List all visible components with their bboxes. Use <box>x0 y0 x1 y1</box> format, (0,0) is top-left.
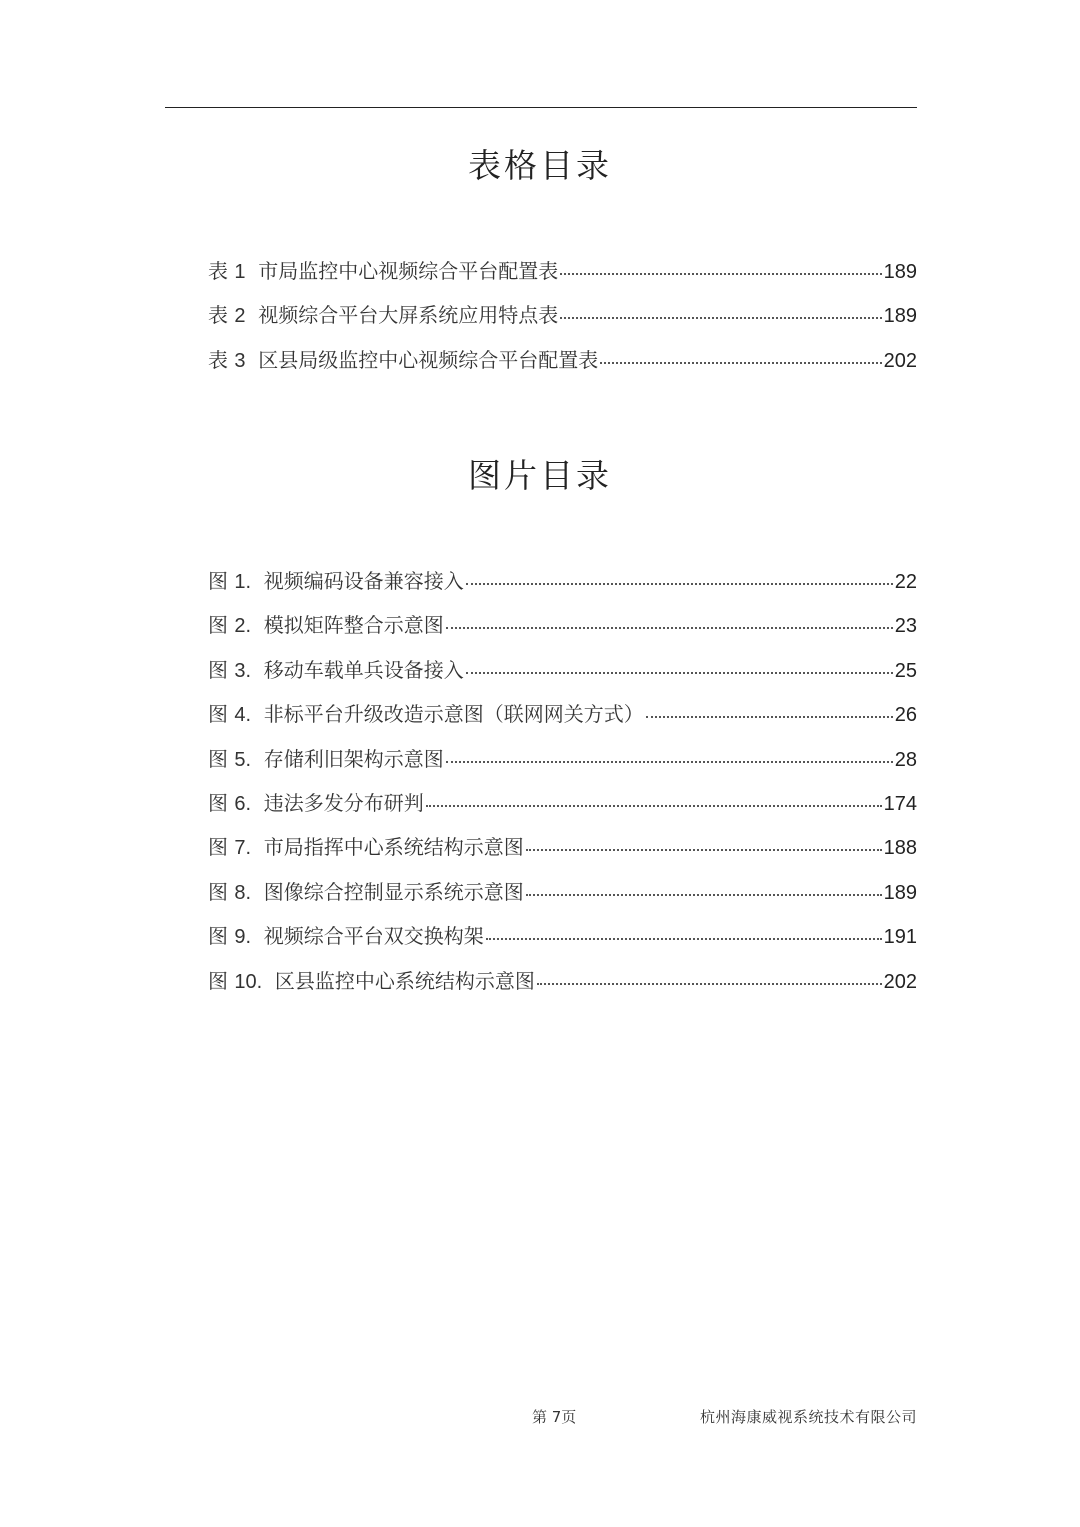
figures-toc-list <box>208 565 917 1009</box>
dot-leader <box>526 849 882 851</box>
toc-entry-page: 23 <box>894 615 917 638</box>
toc-entry[interactable] <box>208 876 917 920</box>
toc-entry[interactable] <box>208 698 917 742</box>
header-rule <box>165 107 917 108</box>
dot-leader <box>466 583 893 585</box>
footer-company-name: 杭州海康威视系统技术有限公司 <box>699 1408 917 1426</box>
toc-entry-label: 图 5. 存储利旧架构示意图 <box>208 746 444 771</box>
tables-toc-list <box>208 255 917 388</box>
toc-entry-label: 图 4. 非标平台升级改造示意图（联网网关方式） <box>208 702 644 727</box>
toc-entry-page: 28 <box>894 748 917 771</box>
toc-entry-label: 图 1. 视频编码设备兼容接入 <box>208 569 464 593</box>
tables-toc-title: 表格目录 <box>468 146 612 185</box>
dot-leader <box>526 894 882 896</box>
dot-leader <box>426 805 882 807</box>
toc-entry-label: 表 1 市局监控中心视频综合平台配置表 <box>208 259 559 283</box>
toc-entry[interactable] <box>208 787 917 831</box>
dot-leader <box>446 761 893 763</box>
toc-entry[interactable] <box>208 565 917 609</box>
figures-toc-title: 图片目录 <box>468 456 612 495</box>
toc-entry-page: 174 <box>883 792 917 815</box>
toc-entry-label: 图 7. 市局指挥中心系统结构示意图 <box>208 835 524 860</box>
toc-entry-page: 189 <box>883 305 917 328</box>
dot-leader <box>600 362 881 364</box>
toc-entry-page: 188 <box>883 837 917 860</box>
toc-entry-label: 图 8. 图像综合控制显示系统示意图 <box>208 879 524 904</box>
dot-leader <box>646 716 893 718</box>
toc-entry[interactable] <box>208 255 917 299</box>
toc-entry-page: 191 <box>883 926 917 949</box>
toc-entry[interactable] <box>208 920 917 964</box>
toc-entry-page: 202 <box>883 349 917 372</box>
dot-leader <box>560 317 881 319</box>
toc-entry-page: 26 <box>894 704 917 727</box>
dot-leader <box>560 273 881 275</box>
toc-entry[interactable] <box>208 609 917 653</box>
dot-leader <box>446 627 893 629</box>
toc-entry[interactable] <box>208 654 917 698</box>
toc-entry[interactable] <box>208 831 917 875</box>
toc-entry-page: 189 <box>883 261 917 283</box>
toc-entry-label: 图 6. 违法多发分布研判 <box>208 790 424 815</box>
dot-leader <box>486 938 882 940</box>
toc-entry[interactable] <box>208 965 917 1009</box>
dot-leader <box>466 672 893 674</box>
toc-entry-label: 图 3. 移动车载单兵设备接入 <box>208 657 464 682</box>
toc-entry-label: 表 2 视频综合平台大屏系统应用特点表 <box>208 303 559 328</box>
toc-entry[interactable] <box>208 743 917 787</box>
toc-entry-label: 图 2. 模拟矩阵整合示意图 <box>208 613 444 638</box>
toc-entry-page: 25 <box>894 659 917 682</box>
footer-page-number: 第 7页 <box>532 1408 577 1426</box>
toc-entry-label: 图 9. 视频综合平台双交换构架 <box>208 924 484 949</box>
dot-leader <box>537 983 882 985</box>
toc-entry-page: 22 <box>894 571 917 593</box>
toc-entry-page: 202 <box>883 970 917 993</box>
toc-entry-label: 表 3 区县局级监控中心视频综合平台配置表 <box>208 347 599 372</box>
toc-entry[interactable] <box>208 344 917 388</box>
toc-entry-page: 189 <box>883 881 917 904</box>
toc-entry[interactable] <box>208 299 917 343</box>
toc-entry-label: 图 10. 区县监控中心系统结构示意图 <box>208 968 535 993</box>
